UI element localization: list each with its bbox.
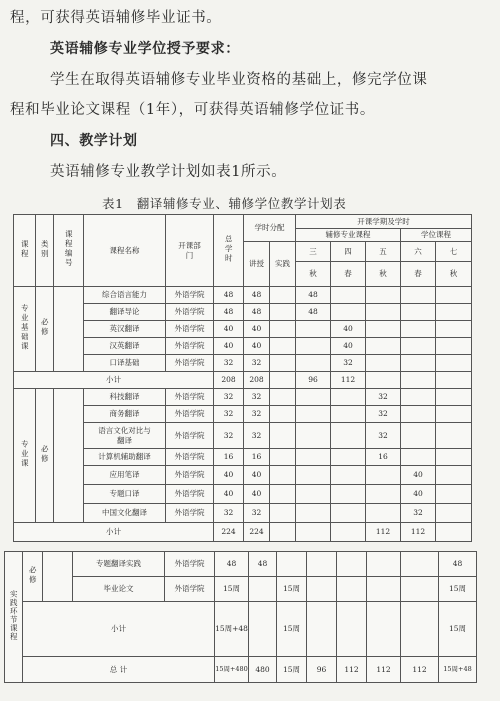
header-semester-hours: 开课学期及学时 [296, 215, 472, 229]
table-cell [436, 466, 472, 485]
table-cell [401, 287, 436, 304]
section-heading-degree-requirements: 英语辅修专业学位授予要求： [50, 41, 240, 57]
table-cell: 15周 [215, 577, 249, 602]
table-cell: 小计 [14, 372, 214, 389]
table-cell: 48 [439, 552, 477, 577]
table-cell [401, 406, 436, 423]
table-cell: 15周 [439, 577, 477, 602]
table-cell: 外语学院 [166, 389, 214, 406]
table-cell [296, 449, 331, 466]
table-cell: 32 [214, 355, 244, 372]
table-cell [436, 304, 472, 321]
table-cell [436, 449, 472, 466]
table-cell [270, 504, 296, 523]
table-cell: 32 [214, 423, 244, 449]
table-cell: 112 [367, 657, 401, 683]
group-practice-required: 必修 [23, 552, 43, 602]
table-row-grand-total [5, 657, 477, 683]
table-cell: 外语学院 [166, 321, 214, 338]
table-cell: 专题翻译实践 [73, 552, 165, 577]
table-cell [436, 523, 472, 542]
table-cell [296, 423, 331, 449]
table-row [5, 577, 477, 602]
semester-3: 三 [296, 242, 331, 262]
table-cell [270, 485, 296, 504]
table-cell [401, 372, 436, 389]
table-cell [401, 602, 439, 657]
table-cell [366, 466, 401, 485]
table-cell: 40 [244, 485, 270, 504]
table-cell: 48 [249, 552, 277, 577]
paragraph-degree-line1: 学生在取得英语辅修专业毕业资格的基础上，修完学位课 [50, 72, 428, 88]
table-cell [366, 485, 401, 504]
table-cell: 32 [214, 389, 244, 406]
table-cell: 48 [215, 552, 249, 577]
header-total-hours: 总学时 [214, 215, 244, 287]
table-cell [436, 321, 472, 338]
table-cell: 外语学院 [166, 466, 214, 485]
table-cell: 15周 [277, 657, 307, 683]
table-row-subtotal [5, 602, 477, 657]
group-practice-type: 实践环节课程 [5, 552, 23, 683]
table-cell: 32 [366, 389, 401, 406]
table-cell [401, 423, 436, 449]
table-cell: 48 [244, 304, 270, 321]
table-cell: 224 [244, 523, 270, 542]
table-cell: 15周+48 [439, 657, 477, 683]
table-cell: 40 [244, 338, 270, 355]
table-cell [249, 602, 277, 657]
table-cell: 毕业论文 [73, 577, 165, 602]
table-cell: 40 [214, 338, 244, 355]
table-cell: 外语学院 [165, 577, 215, 602]
table-cell [331, 466, 366, 485]
table-cell [366, 287, 401, 304]
table-cell: 480 [249, 657, 277, 683]
table-cell: 48 [214, 287, 244, 304]
table-cell [436, 338, 472, 355]
table-row-subtotal [14, 523, 472, 542]
table-cell: 32 [244, 504, 270, 523]
table-cell [436, 406, 472, 423]
table-cell [331, 523, 366, 542]
group-major-type: 专业课 [14, 389, 36, 523]
table-cell: 48 [296, 287, 331, 304]
header-course: 课程 [14, 215, 36, 287]
table-cell: 专题口译 [84, 485, 166, 504]
table-cell [296, 523, 331, 542]
table-cell: 15周 [277, 602, 307, 657]
table-cell [366, 321, 401, 338]
table-cell [296, 406, 331, 423]
table-cell [401, 449, 436, 466]
table-cell [296, 338, 331, 355]
table-cell [270, 523, 296, 542]
table-cell: 16 [244, 449, 270, 466]
table-cell [331, 423, 366, 449]
table-cell [307, 602, 337, 657]
section-heading-teaching-plan: 四、教学计划 [50, 133, 138, 149]
table-cell: 语言文化对比与翻译 [84, 423, 166, 449]
table-cell: 翻译导论 [84, 304, 166, 321]
header-practice: 实践 [270, 242, 296, 287]
paragraph-degree-line2: 程和毕业论文课程（1年），可获得英语辅修学位证书。 [10, 102, 375, 118]
table-cell [401, 389, 436, 406]
table-cell: 96 [307, 657, 337, 683]
table-cell: 32 [331, 355, 366, 372]
table-cell: 中国文化翻译 [84, 504, 166, 523]
table-cell: 外语学院 [165, 552, 215, 577]
table-cell: 外语学院 [166, 304, 214, 321]
group-foundation-required: 必修 [36, 287, 54, 372]
table-cell [401, 577, 439, 602]
paragraph-teaching-plan: 英语辅修专业教学计划如表1所示。 [50, 164, 287, 180]
table-cell: 15周+48 [215, 602, 249, 657]
table-cell [296, 389, 331, 406]
season-5: 秋 [366, 262, 401, 287]
season-3: 秋 [296, 262, 331, 287]
season-4: 春 [331, 262, 366, 287]
table-row [5, 552, 477, 577]
table-cell: 15周+480 [215, 657, 249, 683]
table-cell: 15周 [277, 577, 307, 602]
table-cell [337, 577, 367, 602]
table-cell [436, 389, 472, 406]
table-cell: 40 [214, 466, 244, 485]
table-cell [366, 504, 401, 523]
table-cell: 32 [366, 423, 401, 449]
table-cell [277, 552, 307, 577]
table-cell [296, 504, 331, 523]
table-cell [436, 485, 472, 504]
table-cell: 32 [214, 504, 244, 523]
table-cell [366, 304, 401, 321]
table-cell [307, 577, 337, 602]
table-cell [296, 466, 331, 485]
semester-7: 七 [436, 242, 472, 262]
table-cell: 外语学院 [166, 355, 214, 372]
table-cell [270, 406, 296, 423]
semester-6: 六 [401, 242, 436, 262]
table-cell [401, 355, 436, 372]
table-cell [436, 423, 472, 449]
group-major-required: 必修 [36, 389, 54, 523]
table-cell: 外语学院 [166, 423, 214, 449]
table-cell [54, 287, 84, 372]
table-cell: 48 [214, 304, 244, 321]
table-cell [367, 577, 401, 602]
table-cell: 外语学院 [166, 338, 214, 355]
teaching-plan-table-lower [4, 551, 477, 683]
table-cell [337, 552, 367, 577]
table-cell: 32 [244, 355, 270, 372]
table-cell [401, 304, 436, 321]
header-course-name: 课程名称 [84, 215, 166, 287]
table-cell: 32 [244, 406, 270, 423]
table-cell [331, 389, 366, 406]
table-cell: 32 [244, 423, 270, 449]
table-cell: 商务翻译 [84, 406, 166, 423]
table-cell: 32 [214, 406, 244, 423]
table-cell: 总 计 [23, 657, 215, 683]
table-cell [401, 321, 436, 338]
header-minor-courses: 辅修专业课程 [296, 229, 401, 242]
table-cell [296, 321, 331, 338]
table-cell: 32 [366, 406, 401, 423]
table-cell: 15周 [439, 602, 477, 657]
table-row [14, 389, 472, 406]
table-cell: 小计 [14, 523, 214, 542]
table-cell [367, 602, 401, 657]
table-cell: 汉英翻译 [84, 338, 166, 355]
group-foundation-type: 专业基础课 [14, 287, 36, 372]
header-category: 类别 [36, 215, 54, 287]
table-cell [331, 406, 366, 423]
table-cell [401, 338, 436, 355]
table-cell [270, 287, 296, 304]
table-cell: 224 [214, 523, 244, 542]
table-cell: 208 [244, 372, 270, 389]
table-cell: 40 [401, 485, 436, 504]
table-cell: 外语学院 [166, 406, 214, 423]
table-cell [331, 449, 366, 466]
table-cell: 口译基础 [84, 355, 166, 372]
table-cell: 外语学院 [166, 504, 214, 523]
table-cell [249, 577, 277, 602]
table-cell: 小计 [23, 602, 215, 657]
header-hour-distribution: 学时分配 [244, 215, 296, 242]
table-cell: 外语学院 [166, 449, 214, 466]
table-cell [270, 321, 296, 338]
table-cell [43, 552, 73, 602]
table-cell: 40 [331, 321, 366, 338]
semester-4: 四 [331, 242, 366, 262]
table-cell: 112 [331, 372, 366, 389]
table-cell: 40 [331, 338, 366, 355]
table-cell: 外语学院 [166, 287, 214, 304]
table-cell [270, 338, 296, 355]
table-cell: 科技翻译 [84, 389, 166, 406]
table-caption: 表1 翻译辅修专业、辅修学位教学计划表 [102, 196, 347, 211]
table-cell [54, 389, 84, 523]
table-cell [270, 355, 296, 372]
semester-5: 五 [366, 242, 401, 262]
table-cell [436, 287, 472, 304]
table-cell [337, 602, 367, 657]
table-cell [307, 552, 337, 577]
table-cell [270, 304, 296, 321]
header-degree-courses: 学位课程 [401, 229, 472, 242]
table-cell: 综合语言能力 [84, 287, 166, 304]
text-line-continuation: 程，可获得英语辅修毕业证书。 [10, 10, 222, 26]
table-cell [270, 449, 296, 466]
table-row-subtotal [14, 372, 472, 389]
table-cell: 英汉翻译 [84, 321, 166, 338]
table-cell [366, 372, 401, 389]
table-cell [436, 355, 472, 372]
table-cell [296, 355, 331, 372]
table-cell: 16 [366, 449, 401, 466]
table-cell [270, 372, 296, 389]
teaching-plan-table [13, 214, 472, 542]
table-row [14, 287, 472, 304]
table-cell: 96 [296, 372, 331, 389]
table-cell: 32 [244, 389, 270, 406]
season-6: 春 [401, 262, 436, 287]
table-cell: 计算机辅助翻译 [84, 449, 166, 466]
table-cell: 112 [337, 657, 367, 683]
table-cell [270, 466, 296, 485]
table-cell [436, 504, 472, 523]
table-cell [367, 552, 401, 577]
table-cell: 外语学院 [166, 485, 214, 504]
table-cell: 112 [401, 657, 439, 683]
table-cell [366, 338, 401, 355]
table-cell: 16 [214, 449, 244, 466]
table-cell: 40 [244, 321, 270, 338]
table-cell [366, 355, 401, 372]
header-department: 开课部门 [166, 215, 214, 287]
table-cell: 40 [214, 321, 244, 338]
table-cell [331, 304, 366, 321]
table-cell: 208 [214, 372, 244, 389]
table-cell [331, 504, 366, 523]
table-cell [331, 287, 366, 304]
table-cell [436, 372, 472, 389]
table-cell: 112 [401, 523, 436, 542]
header-lecture: 讲授 [244, 242, 270, 287]
table-cell: 40 [214, 485, 244, 504]
table-cell: 48 [244, 287, 270, 304]
table-cell [296, 485, 331, 504]
table-cell [401, 552, 439, 577]
table-cell [270, 423, 296, 449]
table-cell: 40 [401, 466, 436, 485]
season-7: 秋 [436, 262, 472, 287]
table-cell: 112 [366, 523, 401, 542]
table-cell: 应用笔译 [84, 466, 166, 485]
table-cell [331, 485, 366, 504]
table-cell: 40 [244, 466, 270, 485]
table-cell: 48 [296, 304, 331, 321]
table-cell: 32 [401, 504, 436, 523]
header-course-code: 课程编号 [54, 215, 84, 287]
table-cell [270, 389, 296, 406]
